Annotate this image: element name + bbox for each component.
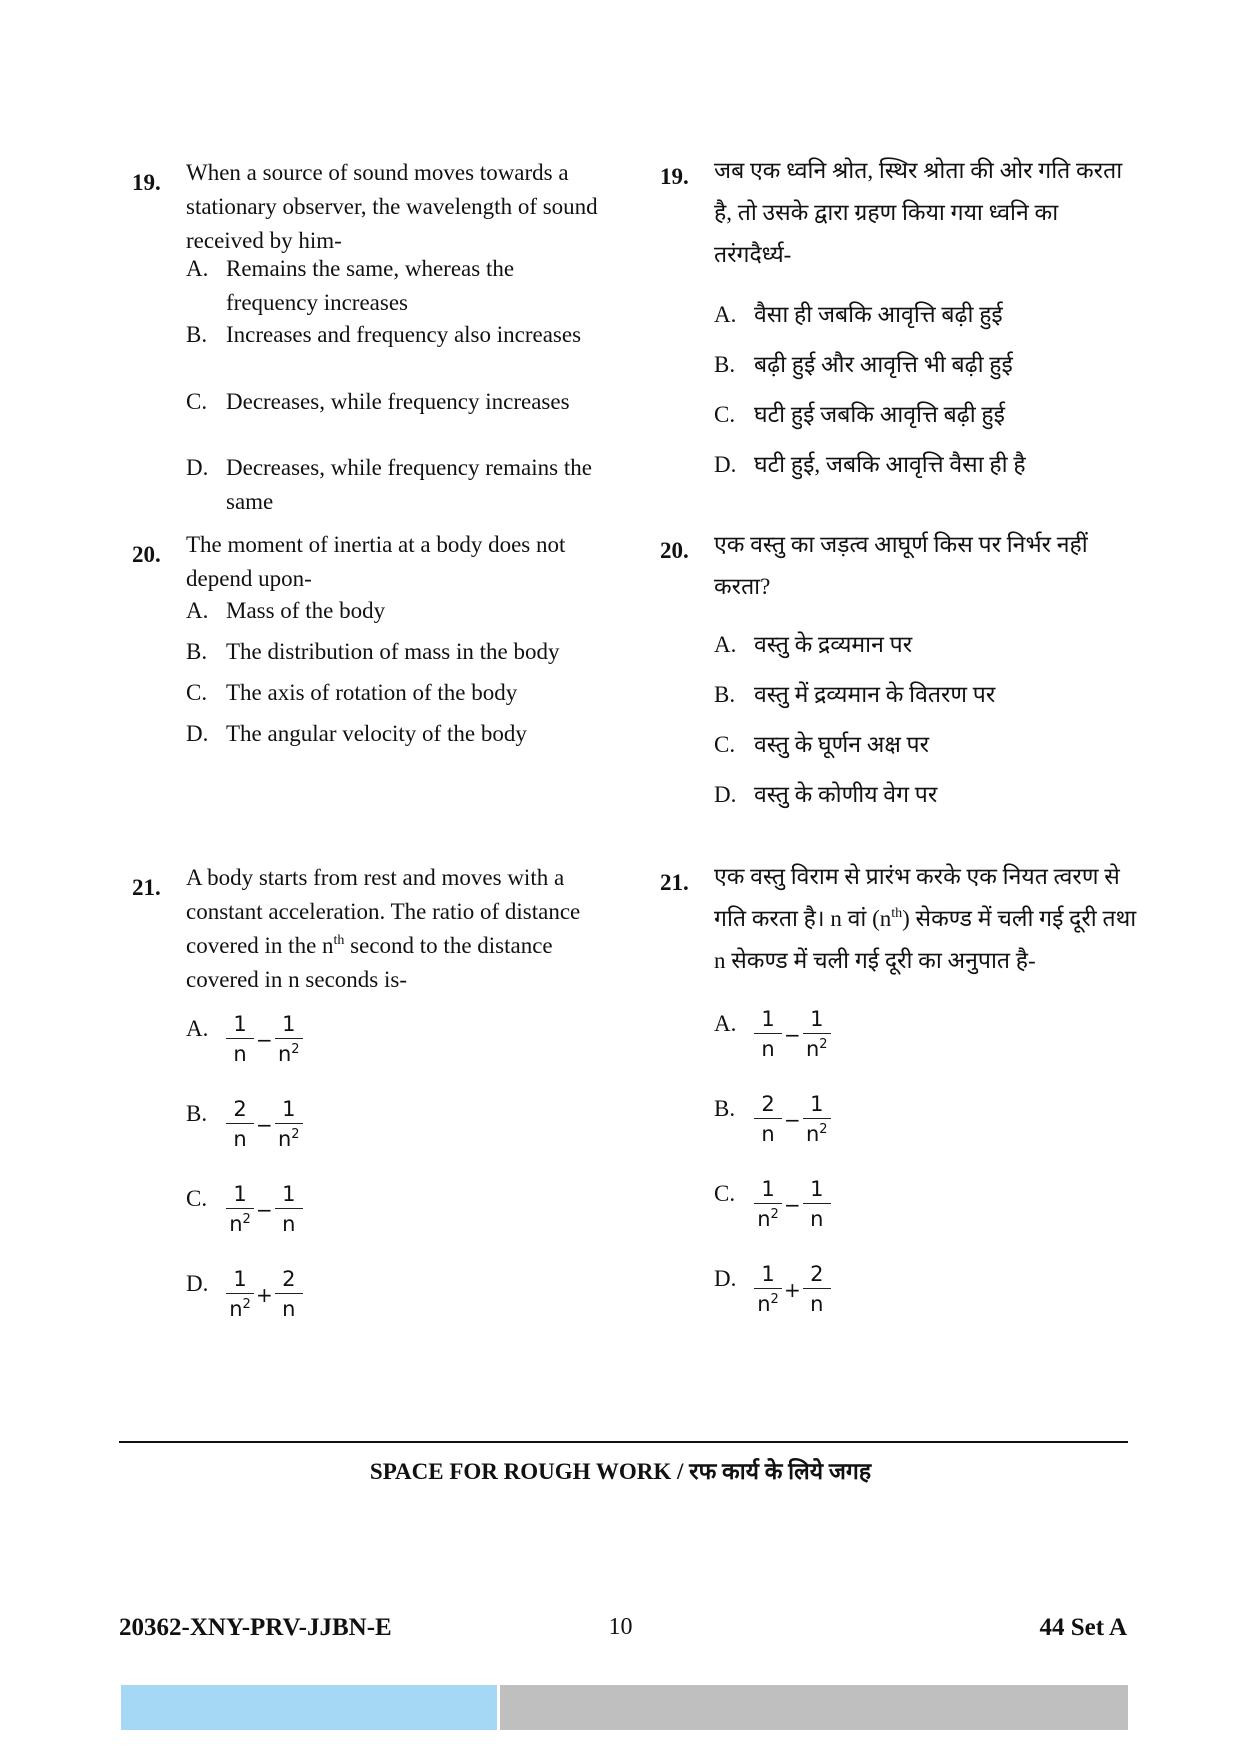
- option-text: वस्तु के घूर्णन अक्ष पर: [754, 732, 930, 757]
- fraction-expression: [226, 1180, 303, 1239]
- page-number: 10: [608, 1614, 633, 1640]
- fraction: [754, 1175, 782, 1234]
- numerator: 1: [761, 1007, 775, 1031]
- option-text: बढ़ी हुई और आवृत्ति भी बढ़ी हुई: [754, 352, 1013, 377]
- denominator: [755, 1204, 781, 1234]
- denominator: [227, 1294, 253, 1324]
- superscript: th: [891, 906, 903, 921]
- denominator: [276, 1124, 302, 1154]
- denominator-base: n: [277, 1042, 292, 1066]
- superscript: th: [333, 933, 345, 948]
- question-text: जब एक ध्वनि श्रोत, स्थिर श्रोता की ओर गति करता है, तो उसके द्वारा ग्रहण किया गया ध्वनि का तरंगदैर्ध्य-: [714, 158, 1123, 267]
- denominator-base: n: [810, 1292, 824, 1316]
- numerator: 1: [810, 1007, 824, 1031]
- fraction: [803, 1005, 831, 1064]
- question-number: 19.: [132, 170, 161, 195]
- denominator: [804, 1119, 830, 1149]
- option-b: [714, 348, 1140, 382]
- option-text: वस्तु में द्रव्यमान के वितरण पर: [754, 682, 996, 707]
- fraction-expression: [226, 1265, 303, 1324]
- option-text: वस्तु के कोणीय वेग पर: [754, 782, 938, 807]
- option-text: Mass of the body: [226, 598, 386, 623]
- option-text: The distribution of mass in the body: [226, 639, 560, 664]
- option-b: [186, 318, 602, 352]
- option-d: [714, 778, 1140, 812]
- question-text-part: A body starts from rest and moves with a constant acceleration. The ratio of distance covered in the n: [186, 865, 581, 958]
- numerator: 1: [810, 1092, 824, 1116]
- denominator: [280, 1294, 297, 1324]
- denominator: [276, 1039, 302, 1069]
- denominator: [280, 1209, 297, 1239]
- denominator-base: n: [810, 1207, 824, 1231]
- numerator: 1: [282, 1012, 296, 1036]
- option-label: D.: [186, 1271, 209, 1296]
- fraction: [754, 1090, 782, 1149]
- exponent: 2: [291, 1042, 300, 1057]
- option-label: D.: [714, 452, 737, 477]
- denominator: [808, 1289, 825, 1319]
- denominator: [227, 1209, 253, 1239]
- option-label: A.: [186, 1016, 209, 1041]
- exponent: 2: [291, 1127, 300, 1142]
- option-label: B.: [714, 352, 736, 377]
- option-label: C.: [714, 402, 736, 427]
- numerator: 1: [233, 1182, 247, 1206]
- exponent: 2: [770, 1207, 779, 1222]
- denominator-base: n: [761, 1122, 775, 1146]
- denominator: [804, 1034, 830, 1064]
- option-label: A.: [186, 256, 209, 281]
- fraction: [275, 1095, 303, 1154]
- exponent: 2: [242, 1212, 251, 1227]
- option-label: B.: [186, 322, 208, 347]
- question-number: 20.: [660, 538, 689, 563]
- fraction: [803, 1090, 831, 1149]
- option-text: The angular velocity of the body: [226, 721, 527, 746]
- option-c: [186, 385, 602, 419]
- denominator: [231, 1124, 248, 1154]
- question-text: [186, 861, 602, 997]
- rough-work-divider: [119, 1441, 1128, 1443]
- option-label: B.: [714, 682, 736, 707]
- question-number: 20.: [132, 542, 161, 567]
- option-label: D.: [186, 455, 209, 480]
- option-text: Decreases, while frequency remains the same: [226, 455, 592, 514]
- fraction-expression: [226, 1010, 303, 1069]
- exponent: 2: [770, 1292, 779, 1307]
- question-number: 21.: [132, 875, 161, 900]
- denominator: [808, 1204, 825, 1234]
- fraction: [803, 1175, 831, 1234]
- numerator: 1: [761, 1262, 775, 1286]
- option-d: [186, 717, 602, 751]
- option-a: [714, 298, 1140, 332]
- numerator: 1: [282, 1182, 296, 1206]
- option-text: घटी हुई जबकि आवृत्ति बढ़ी हुई: [754, 402, 1005, 427]
- option-label: C.: [186, 1186, 208, 1211]
- question-text: When a source of sound moves towards a stationary observer, the wavelength of sound received by him-: [186, 160, 598, 253]
- option-label: C.: [714, 732, 736, 757]
- operator: +: [784, 1277, 801, 1302]
- option-c: [186, 676, 602, 710]
- numerator: 2: [810, 1262, 824, 1286]
- fraction: [754, 1260, 782, 1319]
- denominator-base: n: [757, 1292, 771, 1316]
- option-label: A.: [714, 632, 737, 657]
- option-d: [186, 451, 602, 519]
- paper-code: 20362-XNY-PRV-JJBN-E: [119, 1614, 392, 1641]
- rough-work-label: SPACE FOR ROUGH WORK / रफ कार्य के लिये जगह: [369, 1459, 872, 1484]
- question-number: 21.: [660, 870, 689, 895]
- option-text: वैसा ही जबकि आवृत्ति बढ़ी हुई: [754, 302, 1003, 327]
- fraction-expression: [754, 1090, 831, 1149]
- fraction: [275, 1010, 303, 1069]
- denominator: [231, 1039, 248, 1069]
- fraction-expression: [754, 1260, 831, 1319]
- numerator: 2: [233, 1097, 247, 1121]
- fraction: [803, 1260, 831, 1319]
- option-c: [714, 398, 1140, 432]
- footer-bar-blue: [121, 1685, 497, 1730]
- question-text: [714, 856, 1140, 982]
- option-text: Decreases, while frequency increases: [226, 389, 570, 414]
- option-label: A.: [714, 302, 737, 327]
- question-text-part: second to the distance covered in n seconds is-: [186, 933, 553, 992]
- exponent: 2: [819, 1122, 828, 1137]
- denominator-base: n: [761, 1037, 775, 1061]
- option-c: [714, 728, 1140, 762]
- question-text: एक वस्तु का जड़त्व आघूर्ण किस पर निर्भर नहीं करता?: [714, 532, 1088, 599]
- numerator: 2: [761, 1092, 775, 1116]
- option-b: [186, 635, 602, 669]
- option-label: D.: [714, 1266, 737, 1291]
- denominator: [755, 1289, 781, 1319]
- fraction-expression: [226, 1095, 303, 1154]
- option-label: C.: [186, 680, 208, 705]
- option-label: A.: [186, 598, 209, 623]
- option-label: B.: [186, 639, 208, 664]
- denominator: [759, 1119, 776, 1149]
- denominator-base: n: [805, 1122, 820, 1146]
- denominator-base: n: [282, 1212, 296, 1236]
- option-label: A.: [714, 1011, 737, 1036]
- operator: +: [256, 1282, 273, 1307]
- denominator-base: n: [277, 1127, 292, 1151]
- question-text-part: ) सेकण्ड में चली गई दूरी तथा n सेकण्ड में चली गई दूरी का अनुपात है-: [714, 906, 1137, 973]
- operator: −: [256, 1112, 273, 1137]
- numerator: 1: [233, 1267, 247, 1291]
- option-label: D.: [714, 782, 737, 807]
- numerator: 2: [282, 1267, 296, 1291]
- option-label: D.: [186, 721, 209, 746]
- operator: −: [784, 1107, 801, 1132]
- fraction: [754, 1005, 782, 1064]
- set-label: 44 Set A: [1039, 1614, 1127, 1641]
- option-text: वस्तु के द्रव्यमान पर: [754, 632, 913, 657]
- question-text-part: एक वस्तु विराम से प्रारंभ करके एक नियत त्वरण से गति करता है। n वां (n: [714, 864, 1120, 931]
- option-b: [714, 678, 1140, 712]
- operator: −: [784, 1192, 801, 1217]
- denominator: [759, 1034, 776, 1064]
- denominator-base: n: [229, 1297, 243, 1321]
- fraction: [275, 1180, 303, 1239]
- option-a: [714, 628, 1140, 662]
- fraction-expression: [754, 1175, 831, 1234]
- fraction: [226, 1095, 254, 1154]
- option-a: [186, 594, 602, 628]
- fraction: [275, 1265, 303, 1324]
- option-label: C.: [186, 389, 208, 414]
- exponent: 2: [819, 1037, 828, 1052]
- operator: −: [256, 1027, 273, 1052]
- option-label: C.: [714, 1181, 736, 1206]
- numerator: 1: [761, 1177, 775, 1201]
- numerator: 1: [282, 1097, 296, 1121]
- question-text: The moment of inertia at a body does not depend upon-: [186, 532, 566, 591]
- numerator: 1: [810, 1177, 824, 1201]
- footer-bar-gray: [500, 1685, 1128, 1730]
- option-a: [186, 252, 602, 320]
- option-d: [714, 448, 1140, 482]
- option-text: घटी हुई, जबकि आवृत्ति वैसा ही है: [754, 452, 1026, 477]
- fraction-expression: [754, 1005, 831, 1064]
- exponent: 2: [242, 1297, 251, 1312]
- denominator-base: n: [229, 1212, 243, 1236]
- option-label: B.: [714, 1096, 736, 1121]
- numerator: 1: [233, 1012, 247, 1036]
- option-text: Increases and frequency also increases: [226, 322, 582, 347]
- operator: −: [256, 1197, 273, 1222]
- question-number: 19.: [660, 164, 689, 189]
- denominator-base: n: [282, 1297, 296, 1321]
- operator: −: [784, 1022, 801, 1047]
- denominator-base: n: [757, 1207, 771, 1231]
- denominator-base: n: [233, 1127, 247, 1151]
- option-label: B.: [186, 1101, 208, 1126]
- fraction: [226, 1265, 254, 1324]
- option-text: The axis of rotation of the body: [226, 680, 518, 705]
- fraction: [226, 1180, 254, 1239]
- denominator-base: n: [805, 1037, 820, 1061]
- fraction: [226, 1010, 254, 1069]
- option-text: Remains the same, whereas the frequency increases: [226, 256, 515, 315]
- denominator-base: n: [233, 1042, 247, 1066]
